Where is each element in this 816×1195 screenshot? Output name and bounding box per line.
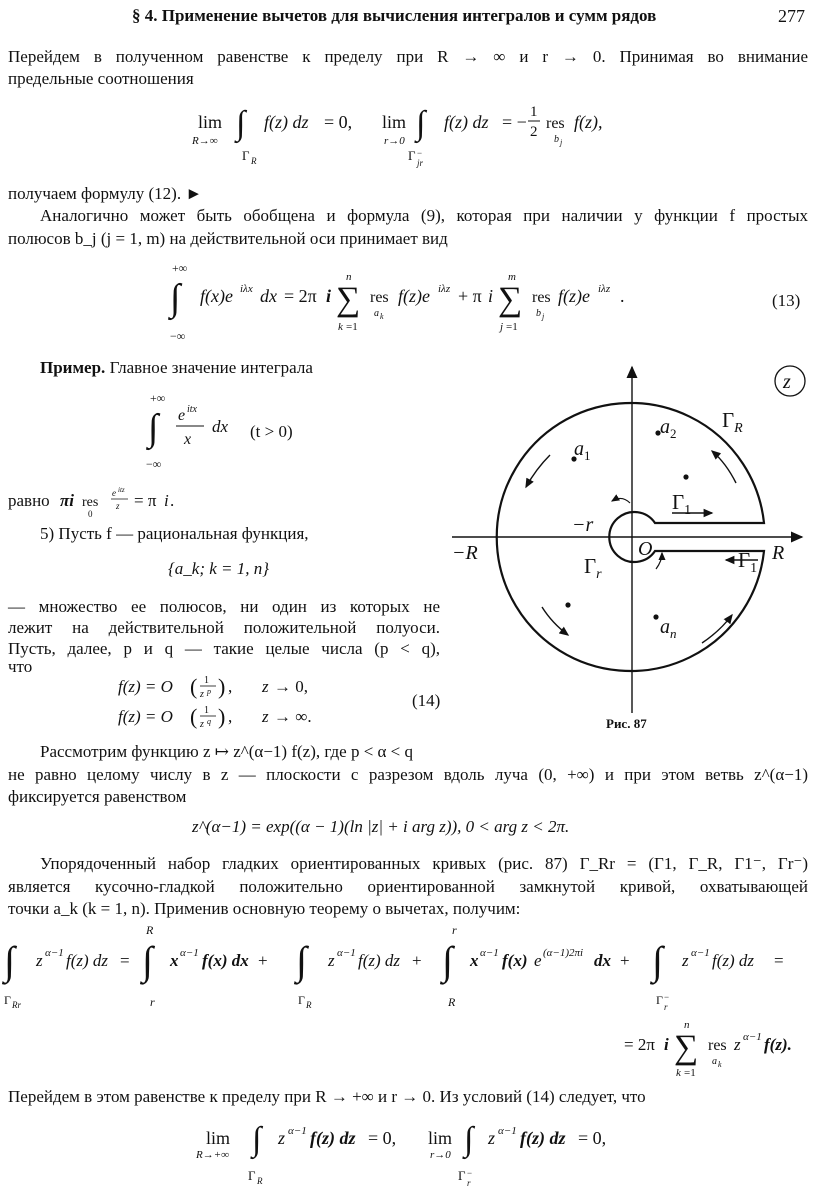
svg-text:∫: ∫: [652, 938, 663, 983]
svg-text:res: res: [708, 1037, 727, 1054]
svg-text:jr: jr: [417, 158, 424, 168]
svg-text:f(x): f(x): [502, 951, 528, 970]
poles-line-2: лежит на действительной положительной полуоси.: [8, 618, 440, 637]
svg-text:Γ: Γ: [408, 148, 416, 163]
svg-text:α−1: α−1: [337, 947, 356, 959]
svg-text:.: .: [170, 491, 175, 510]
poles-set: {a_k; k = 1, n}: [168, 559, 270, 578]
paragraph-1-line-2: предельные соотношения: [8, 69, 194, 88]
svg-text:n: n: [346, 271, 352, 283]
svg-text:res: res: [532, 289, 551, 306]
svg-text:z: z: [682, 951, 689, 970]
svg-text:i: i: [664, 1035, 669, 1054]
svg-text:itz: itz: [118, 486, 125, 494]
label-origin: O: [638, 538, 653, 560]
svg-text:z: z: [328, 951, 335, 970]
label-an: $a_n$: [660, 616, 677, 641]
svg-text:.: .: [620, 286, 625, 306]
svg-text:f(z) dz: f(z) dz: [264, 112, 309, 132]
svg-text:−: −: [417, 148, 423, 158]
figure-87: [450, 355, 812, 735]
label-gamma-1-minus: $\Gamma_1$: [738, 548, 758, 576]
svg-text:= 0,: = 0,: [368, 1128, 397, 1148]
svg-text:i: i: [326, 286, 332, 306]
equation-14: [118, 670, 358, 732]
svg-text:Γ: Γ: [656, 993, 663, 1007]
svg-text:r→0: r→0: [430, 1149, 451, 1161]
svg-text:j: j: [560, 138, 563, 147]
svg-text:R→∞: R→∞: [192, 135, 218, 147]
svg-text:∫: ∫: [4, 938, 15, 983]
svg-text:=: =: [774, 951, 784, 970]
svg-text:= 2π: = 2π: [284, 286, 317, 306]
svg-text:r: r: [150, 995, 155, 1009]
pole-mid: [683, 474, 688, 479]
svg-text:f(z) dz: f(z) dz: [66, 951, 109, 970]
svg-text:z: z: [262, 707, 269, 726]
svg-text:−∞: −∞: [170, 329, 186, 343]
branch-equation: z^(α−1) = exp((α − 1)(ln |z| + i arg z)), 0 < arg z < 2π.: [192, 817, 570, 836]
svg-text:Γ: Γ: [248, 1168, 256, 1183]
equation-13-label: (13): [772, 291, 801, 310]
svg-text:e: e: [534, 951, 542, 970]
svg-text:→ ∞.: → ∞.: [274, 707, 312, 726]
svg-text:iλx: iλx: [240, 283, 253, 295]
svg-text:+ π: + π: [458, 286, 482, 306]
svg-text:f(z)e: f(z)e: [558, 286, 590, 306]
svg-text:α−1: α−1: [288, 1125, 307, 1137]
example-integral: [138, 388, 328, 472]
svg-text:α−1: α−1: [45, 947, 64, 959]
svg-text:b: b: [554, 134, 559, 145]
arrow-gamma-r-top-right: [712, 451, 736, 483]
svg-text:res: res: [82, 495, 99, 510]
consider-line-3: фиксируется равенством: [8, 787, 187, 806]
svg-text:r: r: [664, 1002, 668, 1012]
item-5: 5) Пусть f — рациональная функция,: [40, 524, 309, 543]
svg-text:z: z: [734, 1035, 741, 1054]
poles-line-4: что: [8, 657, 33, 676]
paragraph-3-line-2: полюсов b_j (j = 1, m) на действительной оси принимает вид: [8, 229, 448, 248]
svg-text:= 0,: = 0,: [324, 112, 353, 132]
label-gamma-r: $\Gamma_r$: [584, 554, 602, 582]
svg-text:∫: ∫: [464, 1121, 474, 1158]
ordered-line-2: является кусочно-гладкой положительно ориентированной замкнутой кривой, охватывающей: [8, 877, 808, 896]
svg-text:= 0,: = 0,: [578, 1128, 607, 1148]
svg-text:−∞: −∞: [146, 457, 162, 471]
svg-text:∫: ∫: [170, 277, 181, 319]
example-line: Пример. Главное значение интеграла: [40, 358, 313, 377]
svg-text:dx: dx: [260, 286, 277, 306]
svg-text:r: r: [452, 923, 457, 937]
svg-text:2: 2: [530, 124, 538, 140]
svg-text:x: x: [184, 431, 192, 448]
label-gamma-R: $\Gamma_R$: [722, 408, 743, 436]
svg-text:r→0: r→0: [384, 135, 405, 147]
svg-text:f(z)e: f(z)e: [398, 286, 430, 306]
svg-text:z: z: [200, 719, 204, 730]
equation-14-label: (14): [412, 691, 441, 710]
svg-text:f(z) dz: f(z) dz: [444, 112, 489, 132]
label-minus-R: −R: [452, 542, 478, 564]
svg-text:+: +: [258, 951, 268, 970]
svg-text:∫: ∫: [442, 938, 453, 983]
svg-text:z: z: [262, 677, 269, 696]
svg-text:res: res: [370, 289, 389, 306]
svg-text:j: j: [542, 312, 545, 321]
label-minus-r: −r: [572, 514, 594, 536]
svg-text:R: R: [257, 1176, 263, 1186]
final-limits-equation: [192, 1108, 652, 1194]
svg-text:∫: ∫: [142, 938, 153, 983]
svg-text:Γ: Γ: [4, 993, 11, 1007]
svg-text:f(x)e: f(x)e: [200, 286, 233, 306]
svg-text:+: +: [620, 951, 630, 970]
svg-text:z: z: [116, 501, 120, 511]
svg-text:R: R: [306, 1000, 312, 1010]
arrow-gamma-r-bottom-left: [542, 607, 568, 635]
page-number: 277: [778, 6, 805, 26]
svg-text:(: (: [190, 674, 198, 699]
svg-text:+: +: [412, 951, 422, 970]
svg-text:k: k: [676, 1067, 681, 1078]
svg-text:q: q: [207, 717, 211, 726]
svg-text:= −: = −: [502, 112, 527, 132]
poles-line-1: — множество ее полюсов, ни один из которых не: [8, 597, 440, 616]
svg-text:α−1: α−1: [498, 1125, 517, 1137]
paragraph-1-line-1: Перейдем в полученном равенстве к пределу при R → ∞ и r → 0. Принимая во внимание: [8, 47, 808, 66]
svg-text:a: a: [374, 308, 379, 319]
svg-text:= 2π: = 2π: [624, 1035, 655, 1054]
svg-text:∫: ∫: [416, 105, 426, 142]
poles-line-3: Пусть, далее, p и q — такие целые числа (p < q),: [8, 639, 440, 658]
svg-text:z: z: [200, 689, 204, 700]
svg-text:(: (: [190, 704, 198, 729]
svg-text:∑: ∑: [674, 1029, 699, 1066]
consider-line-1: Рассмотрим функцию z ↦ z^(α−1) f(z), где p < α < q: [40, 742, 414, 761]
svg-text:f(z).: f(z).: [764, 1035, 792, 1054]
ordered-line-1: Упорядоченный набор гладких ориентированных кривых (рис. 87) Γ_Rr = (Γ1, Γ_R, Γ1⁻, Γr⁻): [40, 854, 808, 873]
svg-text:∫: ∫: [296, 938, 307, 983]
svg-text:iλz: iλz: [598, 283, 611, 295]
svg-text:iλz: iλz: [438, 283, 451, 295]
svg-text:m: m: [508, 271, 516, 283]
label-a2: $a_2$: [660, 416, 677, 441]
paragraph-3-line-1: Аналогично может быть обобщена и формула (9), которая при наличии у функции f простых: [40, 206, 808, 225]
svg-text:j: j: [500, 321, 504, 333]
svg-text:α−1: α−1: [480, 947, 499, 959]
pole-lower-left: [565, 602, 570, 607]
svg-text:n: n: [684, 1019, 690, 1031]
equals-text: равно: [8, 491, 50, 510]
arrow-gamma-r-small-bottom: [656, 553, 662, 569]
svg-text:∫: ∫: [236, 105, 246, 142]
svg-text:lim: lim: [382, 112, 407, 132]
svg-text:f(x) dx: f(x) dx: [202, 951, 249, 970]
svg-text:Rr: Rr: [12, 1000, 21, 1010]
svg-text:res: res: [546, 115, 565, 132]
svg-text:lim: lim: [206, 1128, 231, 1148]
svg-text:∑: ∑: [336, 281, 361, 318]
svg-text:f(z) dz: f(z) dz: [520, 1128, 566, 1148]
svg-text:πi: πi: [60, 491, 75, 510]
svg-text:e: e: [178, 407, 186, 424]
arrow-gamma-r-top-left: [526, 455, 550, 487]
svg-text:f(z) dz: f(z) dz: [310, 1128, 356, 1148]
svg-text:R: R: [448, 995, 456, 1009]
limit-paragraph: Перейдем в этом равенстве к пределу при R → +∞ и r → 0. Из условий (14) следует, что: [8, 1087, 646, 1106]
example-result: [60, 484, 200, 518]
svg-text:→ 0,: → 0,: [274, 677, 308, 696]
svg-text:f(z),: f(z),: [574, 112, 603, 132]
svg-text:itx: itx: [187, 404, 197, 415]
svg-text:1: 1: [204, 675, 209, 686]
svg-text:1: 1: [204, 705, 209, 716]
svg-text:r: r: [467, 1178, 471, 1188]
label-a1: $a_1$: [574, 438, 591, 463]
svg-text:1: 1: [530, 104, 538, 120]
svg-text:z: z: [488, 1128, 496, 1148]
svg-text:dx: dx: [594, 951, 611, 970]
svg-text:f(z) = O: f(z) = O: [118, 707, 173, 726]
limit-relations-equation: [190, 92, 630, 176]
svg-text:): ): [218, 704, 226, 729]
svg-text:(α−1)2πi: (α−1)2πi: [543, 947, 584, 959]
residue-theorem-equation: [2, 922, 814, 1078]
svg-text:Γ: Γ: [298, 993, 305, 1007]
svg-text:lim: lim: [198, 112, 223, 132]
svg-text:0: 0: [88, 509, 93, 518]
label-R: R: [772, 542, 785, 564]
svg-text:z: z: [36, 951, 43, 970]
svg-text:+∞: +∞: [172, 261, 188, 275]
svg-text:∑: ∑: [498, 281, 523, 318]
svg-text:α−1: α−1: [691, 947, 710, 959]
svg-text:Γ: Γ: [458, 1168, 466, 1183]
svg-text:Γ: Γ: [242, 148, 250, 163]
svg-text:,: ,: [228, 707, 233, 726]
svg-text:k: k: [380, 312, 384, 321]
figure-caption: Рис. 87: [606, 716, 647, 731]
svg-text:= π: = π: [134, 491, 157, 510]
svg-text:a: a: [712, 1056, 717, 1067]
svg-text:i: i: [164, 491, 169, 510]
equation-13: [160, 258, 660, 344]
svg-text:R: R: [251, 156, 257, 166]
svg-text:i: i: [488, 286, 494, 306]
svg-text:x: x: [470, 951, 479, 970]
svg-text:b: b: [536, 308, 541, 319]
svg-text:∫: ∫: [252, 1121, 262, 1158]
label-gamma-1: $\Gamma_1$: [672, 490, 692, 518]
svg-text:f(z) dz: f(z) dz: [358, 951, 401, 970]
svg-text:=1: =1: [684, 1067, 696, 1078]
svg-text:k: k: [718, 1060, 722, 1069]
svg-text:k: k: [338, 321, 343, 333]
t-condition: (t > 0): [250, 422, 293, 441]
ordered-line-3: точки a_k (k = 1, n). Применив основную теорему о вычетах, получим:: [8, 899, 521, 918]
paragraph-2: получаем формулу (12). ►: [8, 184, 203, 203]
svg-text:): ): [218, 674, 226, 699]
svg-text:f(z) dz: f(z) dz: [712, 951, 755, 970]
svg-text:R→+∞: R→+∞: [196, 1149, 229, 1161]
svg-text:α−1: α−1: [743, 1031, 762, 1043]
arrow-gamma-r-small-top: [612, 498, 630, 503]
svg-text:f(z) = O: f(z) = O: [118, 677, 173, 696]
svg-text:x: x: [170, 951, 179, 970]
svg-text:α−1: α−1: [180, 947, 199, 959]
svg-text:z: z: [278, 1128, 286, 1148]
svg-text:−: −: [664, 992, 670, 1002]
svg-text:−: −: [467, 1168, 473, 1178]
svg-text:,: ,: [228, 677, 233, 696]
svg-text:e: e: [112, 488, 116, 498]
plane-label: z: [783, 371, 791, 393]
svg-text:dx: dx: [212, 417, 229, 436]
pole-an: [653, 614, 658, 619]
svg-text:=1: =1: [506, 321, 518, 333]
svg-text:=: =: [120, 951, 130, 970]
svg-text:=1: =1: [346, 321, 358, 333]
consider-line-2: не равно целому числу в z — плоскости с разрезом вдоль луча (0, +∞) и при этом ветвь z^(α−1): [8, 765, 808, 784]
svg-text:p: p: [207, 687, 211, 696]
svg-text:+∞: +∞: [150, 391, 166, 405]
running-header: § 4. Применение вычетов для вычисления интегралов и сумм рядов: [132, 6, 657, 25]
svg-text:∫: ∫: [148, 407, 159, 449]
svg-text:lim: lim: [428, 1128, 453, 1148]
svg-text:R: R: [146, 923, 154, 937]
